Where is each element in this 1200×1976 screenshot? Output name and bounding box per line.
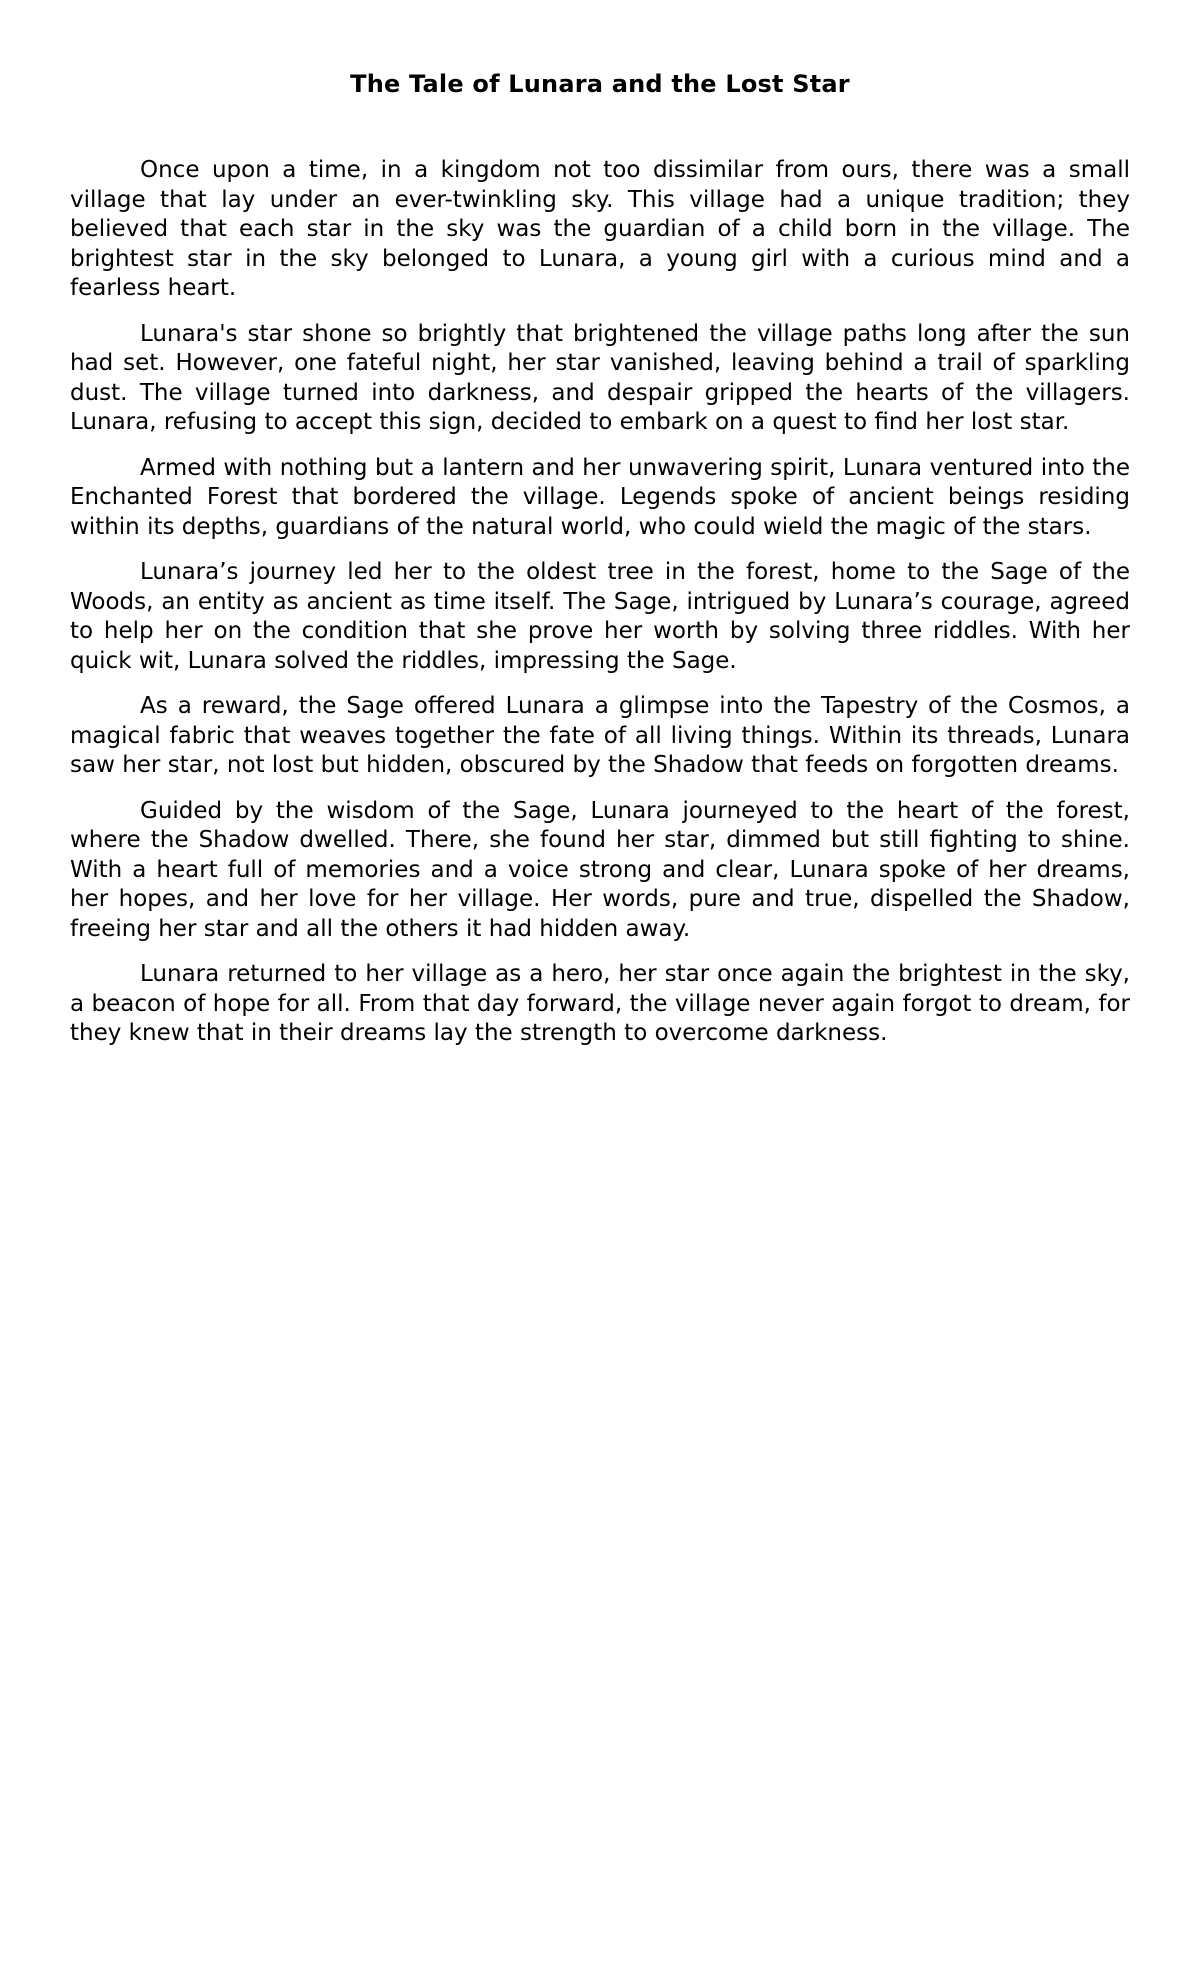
paragraph-5: As a reward, the Sage offered Lunara a glimpse into the Tapestry of the Cosmos, a magical fabric that weaves together the fate of all living things. Within its threads, Lunara saw her star, not lost but hidden, obscured by the Shadow that feeds on forgotten dreams.	[70, 693, 1130, 778]
story-body	[70, 156, 1130, 1049]
paragraph-7: Lunara returned to her village as a hero, her star once again the brightest in the sky, a beacon of hope for all. From that day forward, the village never again forgot to dream, for they knew that in their dreams lay the strength to overcome darkness.	[70, 961, 1130, 1046]
paragraph-2: Lunara's star shone so brightly that brightened the village paths long after the sun had set. However, one fateful night, her star vanished, leaving behind a trail of sparkling dust. The village turned into darkness, and despair gripped the hearts of the villagers. Lunara, refusing to accept this sign, decided to embark on a quest to find her lost star.	[70, 320, 1130, 435]
paragraph-3: Armed with nothing but a lantern and her unwavering spirit, Lunara ventured into the Enchanted Forest that bordered the village. Legends spoke of ancient beings residing within its depths, guardians of the natural world, who could wield the magic of the stars.	[70, 454, 1130, 540]
paragraph-1: Once upon a time, in a kingdom not too dissimilar from ours, there was a small village that lay under an ever-twinkling sky. This village had a unique tradition; they believed that each star in the sky was the guardian of a child born in the village. The brightest star in the sky belonged to Lunara, a young girl with a curious mind and a fearless heart.	[70, 157, 1130, 301]
document-page	[70, 0, 1130, 1065]
paragraph-4: Lunara’s journey led her to the oldest tree in the forest, home to the Sage of the Woods, an entity as ancient as time itself. The Sage, intrigued by Lunara’s courage, agreed to help her on the condition that she prove her worth by solving three riddles. With her quick wit, Lunara solved the riddles, impressing the Sage.	[70, 559, 1130, 674]
paragraph-6: Guided by the wisdom of the Sage, Lunara journeyed to the heart of the forest, where the Shadow dwelled. There, she found her star, dimmed but still fighting to shine. With a heart full of memories and a voice strong and clear, Lunara spoke of her dreams, her hopes, and her love for her village. Her words, pure and true, dispelled the Shadow, freeing her star and all the others it had hidden away.	[70, 797, 1130, 942]
document-title: The Tale of Lunara and the Lost Star	[350, 70, 850, 98]
